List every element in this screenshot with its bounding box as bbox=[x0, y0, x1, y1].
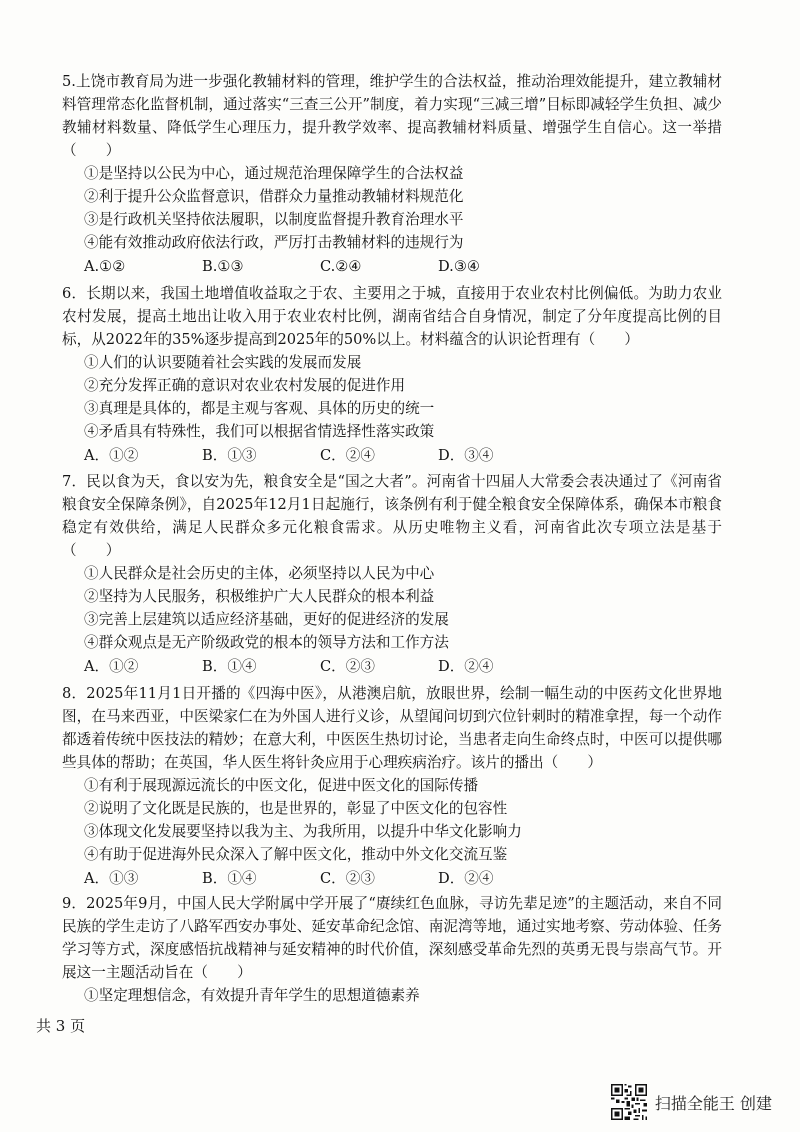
question-stem: 8．2025年11月1日开播的《四海中医》，从港澳启航，放眼世界，绘制一幅生动的中医药文化世界地图，在马来西亚，中医梁家仁在为外国人进行义诊，从望闻问切到穴位针刺时的精准拿捏，每一个动作都透着传统中医技法的精妙；在意大利，中医医生热切讨论，当患者走向生命终点时，中医可以提供哪些具体的帮助；在英国，华人医生将针灸应用于心理疾病治疗。该片的播出（ ） bbox=[62, 685, 722, 771]
answer-choices bbox=[84, 255, 722, 278]
answer-choices bbox=[84, 444, 722, 467]
answer-choice: D.③④ bbox=[438, 258, 480, 275]
qr-code-icon bbox=[611, 1084, 647, 1120]
question-option: ③是行政机关坚持依法履职，以制度监督提升教育治理水平 bbox=[84, 211, 464, 228]
answer-choice: B．①④ bbox=[202, 870, 257, 887]
answer-choice: B．①③ bbox=[202, 447, 257, 464]
question-7 bbox=[62, 470, 722, 678]
answer-choice: A．①② bbox=[84, 658, 139, 675]
question-option: ①有利于展现源远流长的中医文化，促进中医文化的国际传播 bbox=[84, 777, 479, 794]
watermark-text: 扫描全能王 创建 bbox=[654, 1093, 772, 1113]
answer-choice: C．②④ bbox=[320, 447, 375, 464]
question-option: ①是坚持以公民为中心，通过规范治理保障学生的合法权益 bbox=[84, 165, 464, 182]
question-option: ①人民群众是社会历史的主体，必须坚持以人民为中心 bbox=[84, 565, 435, 582]
answer-choice: D．②④ bbox=[438, 870, 494, 887]
question-5 bbox=[62, 70, 722, 278]
answer-choice: C.②④ bbox=[320, 258, 362, 275]
question-option: ③完善上层建筑以适应经济基础，更好的促进经济的发展 bbox=[84, 611, 449, 628]
scanner-watermark bbox=[611, 1084, 772, 1120]
answer-choices bbox=[84, 867, 722, 890]
answer-choice: B．①④ bbox=[202, 658, 257, 675]
page-count: 共 3 页 bbox=[36, 1017, 86, 1035]
answer-choice: C．②③ bbox=[320, 658, 375, 675]
answer-choice: D．③④ bbox=[438, 447, 494, 464]
answer-choice: A．①② bbox=[84, 447, 139, 464]
question-stem: 5.上饶市教育局为进一步强化教辅材料的管理，维护学生的合法权益，推动治理效能提升，建立教辅材料管理常态化监督机制，通过落实“三查三公开”制度，着力实现“三减三增”目标即减轻学生负担、减少教辅材料数量、降低学生心理压力，提升教学效率、提高教辅材料质量、增强学生自信心。这一举措（ ） bbox=[62, 73, 722, 159]
question-6 bbox=[62, 282, 722, 467]
answer-choice: A．①③ bbox=[84, 870, 139, 887]
question-option: ②利于提升公众监督意识，借群众力量推动教辅材料规范化 bbox=[84, 188, 464, 205]
question-stem: 9．2025年9月，中国人民大学附属中学开展了“赓续红色血脉，寻访先辈足迹”的主题活动，来自不同民族的学生走访了八路军西安办事处、延安革命纪念馆、南泥湾等地，通过实地考察、劳动体验、任务学习等方式，深度感悟抗战精神与延安精神的时代价值，深刻感受革命先烈的英勇无畏与崇高气节。开展这一主题活动旨在（ ） bbox=[62, 895, 722, 981]
question-option: ②说明了文化既是民族的，也是世界的，彰显了中医文化的包容性 bbox=[84, 800, 508, 817]
answer-choice: A.①② bbox=[84, 258, 126, 275]
question-stem: 7．民以食为天，食以安为先，粮食安全是“国之大者”。河南省十四届人大常委会表决通过了《河南省粮食安全保障条例》，自2025年12月1日起施行，该条例有利于健全粮食安全保障体系，确保本市粮食稳定有效供给，满足人民群众多元化粮食需求。从历史唯物主义看，河南省此次专项立法是基于（ ） bbox=[62, 473, 722, 559]
answer-choice: B.①③ bbox=[202, 258, 244, 275]
question-8 bbox=[62, 682, 722, 890]
question-option: ④群众观点是无产阶级政党的根本的领导方法和工作方法 bbox=[84, 634, 449, 651]
question-option: ③真理是具体的，都是主观与客观、具体的历史的统一 bbox=[84, 400, 435, 417]
question-option: ③体现文化发展要坚持以我为主、为我所用，以提升中华文化影响力 bbox=[84, 823, 522, 840]
question-9 bbox=[62, 892, 722, 1007]
answer-choice: D．②④ bbox=[438, 658, 494, 675]
question-option: ④矛盾具有特殊性，我们可以根据省情选择性落实政策 bbox=[84, 423, 435, 440]
question-option: ①人们的认识要随着社会实践的发展而发展 bbox=[84, 354, 362, 371]
question-option: ②充分发挥正确的意识对农业农村发展的促进作用 bbox=[84, 377, 406, 394]
question-option: ②坚持为人民服务，积极维护广大人民群众的根本利益 bbox=[84, 588, 435, 605]
answer-choices bbox=[84, 655, 722, 678]
question-option: ④能有效推动政府依法行政，严厉打击教辅材料的违规行为 bbox=[84, 234, 464, 251]
question-option: ④有助于促进海外民众深入了解中医文化，推动中外文化交流互鉴 bbox=[84, 846, 508, 863]
answer-choice: C．②③ bbox=[320, 870, 375, 887]
question-option: ①坚定理想信念，有效提升青年学生的思想道德素养 bbox=[84, 987, 420, 1004]
question-stem: 6．长期以来，我国土地增值收益取之于农、主要用之于城，直接用于农业农村比例偏低。为助力农业农村发展，提高土地出让收入用于农业农村比例，湖南省结合自身情况，制定了分年度提高比例的目标，从2022年的35%逐步提高到2025年的50%以上。材料蕴含的认识论哲理有（ ） bbox=[62, 285, 722, 348]
